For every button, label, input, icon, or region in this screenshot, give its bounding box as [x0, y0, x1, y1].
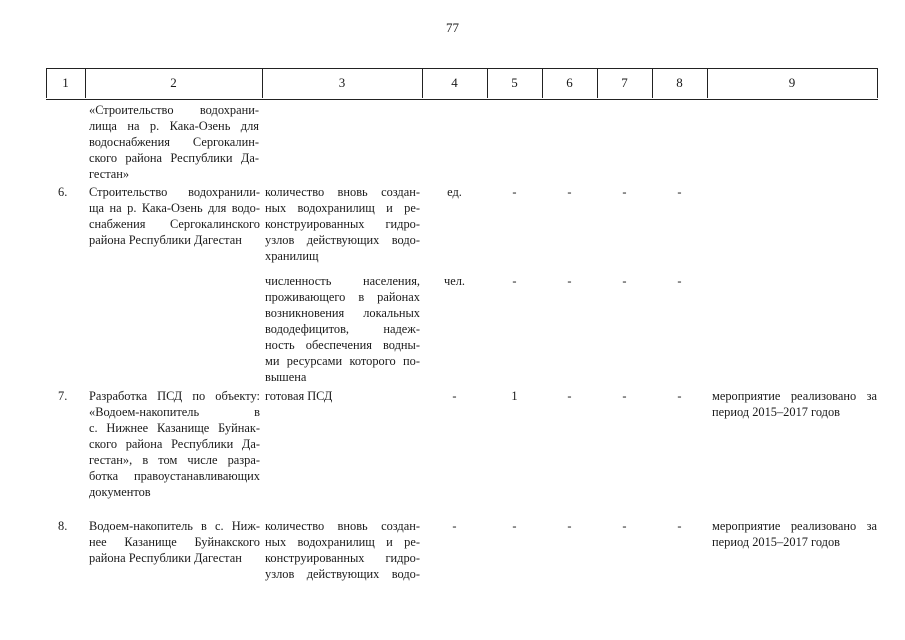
value-cell: - — [677, 274, 682, 288]
column-header: 6 — [566, 75, 573, 90]
continuation-name — [89, 102, 259, 182]
text-line: ность обеспечения водны- — [265, 338, 420, 352]
unit: ед. — [447, 185, 462, 199]
value-cell: - — [677, 389, 682, 403]
text-line: вододефицитов, надеж- — [265, 322, 420, 336]
indicator — [265, 388, 420, 404]
text-line: с. Нижнее Казанище Буйнак- — [89, 421, 260, 435]
column-header: 2 — [170, 75, 177, 90]
value-cell: - — [567, 274, 572, 288]
text-line: «Строительство водохрани- — [89, 103, 259, 117]
text-line: ского района Республики Да- — [89, 437, 260, 451]
value-cell: - — [567, 389, 572, 403]
text-line: период 2015–2017 годов — [712, 405, 841, 419]
text-line: Строительство водохранили- — [89, 185, 260, 199]
unit: чел. — [443, 274, 465, 288]
text-line: количество вновь создан- — [265, 185, 420, 199]
text-line: конструированных гидро- — [265, 551, 420, 565]
column-header: 5 — [511, 75, 518, 90]
value-cell: - — [512, 185, 517, 199]
text-line: мероприятие реализовано за — [712, 389, 877, 403]
text-line: ных водохранилищ и ре- — [265, 201, 420, 215]
value-cell: - — [567, 519, 572, 533]
text-line: численность населения, — [265, 274, 420, 288]
text-line: Разработка ПСД по объекту: — [89, 389, 260, 403]
column-header: 1 — [62, 75, 69, 90]
value-cell: - — [567, 185, 572, 199]
column-header: 4 — [451, 75, 458, 90]
row-number: 6. — [58, 185, 68, 199]
column-header: 9 — [788, 75, 796, 90]
value-cell: - — [512, 274, 517, 288]
indicator — [265, 184, 420, 264]
text-line: района Республики Дагестан — [89, 551, 242, 565]
row-name — [89, 184, 260, 248]
row-name — [89, 518, 260, 566]
text-line: проживающего в районах — [265, 290, 420, 304]
column-divider — [877, 68, 878, 98]
value-cell: - — [677, 185, 682, 199]
text-line: ботка правоустанавливающих — [89, 469, 260, 483]
indicator — [265, 273, 420, 385]
text-line: водоснабжения Сергокалин- — [89, 135, 259, 149]
value-cell: - — [677, 519, 682, 533]
text-line: хранилищ — [265, 249, 319, 263]
row-number: 8. — [58, 519, 68, 533]
text-line: мероприятие реализовано за — [712, 519, 877, 533]
unit: - — [452, 389, 457, 403]
text-line: ского района Республики Да- — [89, 151, 259, 165]
row-number: 7. — [58, 389, 68, 403]
value-cell: - — [622, 389, 627, 403]
column-header: 8 — [676, 75, 683, 90]
value-cell: - — [622, 274, 627, 288]
indicator — [265, 518, 420, 582]
text-line: снабжения Сергокалинского — [89, 217, 260, 231]
text-line: вышена — [265, 370, 307, 384]
text-line: гестан» — [89, 167, 130, 181]
text-line: конструированных гидро- — [265, 217, 420, 231]
text-line: количество вновь создан- — [265, 519, 420, 533]
column-header: 3 — [338, 75, 346, 90]
unit: - — [452, 519, 457, 533]
text-line: ми ресурсами которого по- — [265, 354, 420, 368]
note — [712, 518, 877, 550]
text-line: документов — [89, 485, 151, 499]
value-cell: - — [512, 519, 517, 533]
value-cell: - — [622, 519, 627, 533]
text-line: гестан», в том числе разра- — [89, 453, 260, 467]
text-line: лища на р. Кака-Озень для — [89, 119, 259, 133]
value-cell: - — [622, 185, 627, 199]
text-line: Водоем-накопитель в с. Ниж- — [89, 519, 260, 533]
text-line: ща на р. Кака-Озень для водо- — [89, 201, 260, 215]
text-line: возникновения локальных — [265, 306, 420, 320]
text-line: «Водоем-накопитель в — [89, 405, 260, 419]
text-line: узлов действующих водо- — [265, 233, 420, 247]
value-cell: 1 — [511, 389, 518, 403]
column-header: 7 — [621, 75, 628, 90]
row-name — [89, 388, 260, 500]
page-number: 77 — [446, 20, 459, 35]
text-line: ных водохранилищ и ре- — [265, 535, 420, 549]
note — [712, 388, 877, 420]
text-line: период 2015–2017 годов — [712, 535, 841, 549]
text-line: района Республики Дагестан — [89, 233, 242, 247]
text-line: готовая ПСД — [265, 389, 333, 403]
text-line: нее Казанище Буйнакского — [89, 535, 260, 549]
text-line: узлов действующих водо- — [265, 567, 420, 581]
